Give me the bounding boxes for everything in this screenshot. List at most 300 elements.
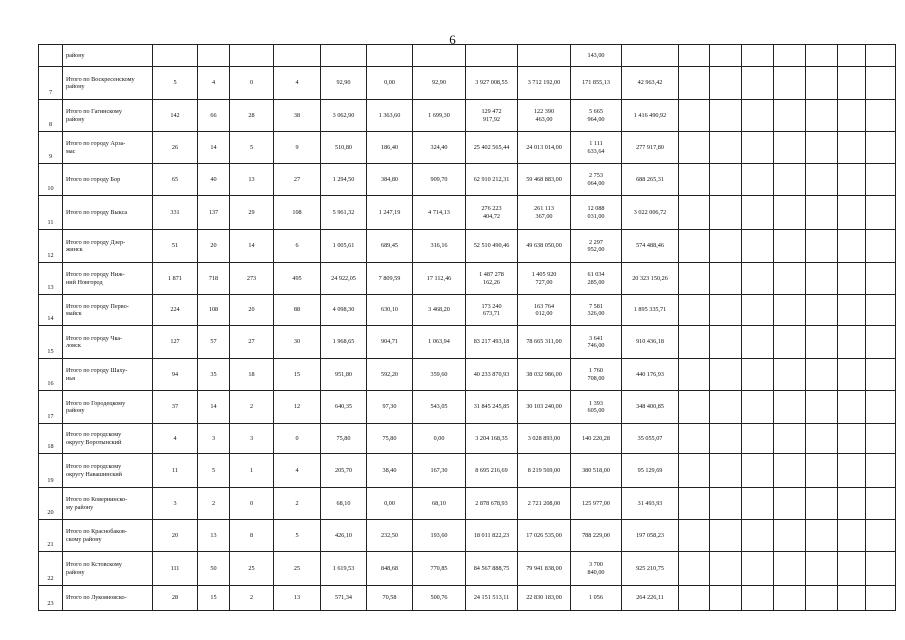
empty-cell [679,263,710,295]
value-cell-c7: 68,10 [413,488,466,520]
value-cell-c5: 68,10 [321,488,367,520]
value-cell-c4: 25 [274,552,321,586]
district-name-cell: Итого по Лукояновско- [63,586,153,611]
value-cell-c4: 9 [274,132,321,164]
district-name-cell: Итого по городу Чка- ловск [63,326,153,359]
value-cell-c6: 904,71 [367,326,413,359]
value-cell-c7: 3 468,20 [413,295,466,326]
value-cell-c5: 1 619,53 [321,552,367,586]
table-row [39,552,896,586]
value-cell-c6: 0,00 [367,488,413,520]
value-cell-c11: 688 265,31 [622,164,679,196]
empty-cell [774,295,806,326]
empty-cell [774,586,806,611]
district-name-cell: Итого по Городецкому району [63,391,153,424]
empty-cell [710,196,742,230]
value-cell-c6: 70,58 [367,586,413,611]
value-cell-c4: 12 [274,391,321,424]
value-cell-c8 [466,45,518,67]
value-cell-c11: 1 895 335,71 [622,295,679,326]
value-cell-c7: 17 112,46 [413,263,466,295]
value-cell-c5: 3 062,90 [321,100,367,132]
value-cell-c2: 57 [198,326,230,359]
value-cell-c4 [274,45,321,67]
empty-cell [679,326,710,359]
empty-cell [866,263,896,295]
empty-cell [866,132,896,164]
value-cell-c7: 167,30 [413,454,466,488]
empty-cell [774,100,806,132]
value-cell-c1: 65 [153,164,198,196]
value-cell-c5: 1 294,50 [321,164,367,196]
empty-cell [774,520,806,552]
empty-cell [866,552,896,586]
value-cell-c6 [367,45,413,67]
empty-cell [774,45,806,67]
empty-cell [742,391,774,424]
value-cell-c2: 35 [198,359,230,391]
empty-cell [679,424,710,454]
value-cell-c10: 5 665 964,00 [571,100,622,132]
value-cell-c6: 97,30 [367,391,413,424]
value-cell-c1: 111 [153,552,198,586]
empty-cell [806,520,838,552]
table-row [39,488,896,520]
value-cell-c9: 24 013 014,00 [518,132,571,164]
value-cell-c8: 84 567 888,75 [466,552,518,586]
value-cell-c8: 83 217 493,18 [466,326,518,359]
value-cell-c10: 1 393 605,00 [571,391,622,424]
value-cell-c5: 4 098,30 [321,295,367,326]
empty-cell [679,520,710,552]
value-cell-c10: 2 297 952,00 [571,230,622,263]
value-cell-c11: 3 022 006,72 [622,196,679,230]
empty-cell [866,164,896,196]
value-cell-c11: 42 963,42 [622,67,679,100]
empty-cell [806,424,838,454]
page-number: 6 [449,32,456,47]
value-cell-c9: 49 638 050,00 [518,230,571,263]
value-cell-c3: 13 [230,164,274,196]
empty-cell [742,230,774,263]
empty-cell [742,295,774,326]
value-cell-c10: 3 641 746,00 [571,326,622,359]
value-cell-c4: 6 [274,230,321,263]
value-cell-c8: 1 487 278 162,26 [466,263,518,295]
empty-cell [710,326,742,359]
district-name-cell: Итого по городу Бор [63,164,153,196]
value-cell-c5 [321,45,367,67]
value-cell-c9 [518,45,571,67]
value-cell-c8: 40 233 870,93 [466,359,518,391]
empty-cell [742,520,774,552]
value-cell-c5: 92,90 [321,67,367,100]
row-number-cell [39,45,63,67]
value-cell-c4: 27 [274,164,321,196]
empty-cell [838,196,866,230]
empty-cell [679,454,710,488]
table-row [39,132,896,164]
value-cell-c7: 4 714,13 [413,196,466,230]
value-cell-c10: 7 581 326,00 [571,295,622,326]
value-cell-c11: 1 416 490,92 [622,100,679,132]
value-cell-c5: 640,35 [321,391,367,424]
value-cell-c9: 79 941 838,00 [518,552,571,586]
value-cell-c6: 38,40 [367,454,413,488]
value-cell-c8: 24 151 513,11 [466,586,518,611]
table-row [39,326,896,359]
empty-cell [710,230,742,263]
value-cell-c10: 3 700 840,00 [571,552,622,586]
empty-cell [838,391,866,424]
value-cell-c10: 2 753 064,00 [571,164,622,196]
empty-cell [710,586,742,611]
table-row [39,196,896,230]
value-cell-c8: 2 878 678,93 [466,488,518,520]
empty-cell [742,552,774,586]
empty-cell [838,164,866,196]
value-cell-c6: 0,00 [367,67,413,100]
value-cell-c3: 0 [230,67,274,100]
empty-cell [774,67,806,100]
value-cell-c10: 12 088 031,00 [571,196,622,230]
value-cell-c4: 5 [274,520,321,552]
row-number-cell: 23 [39,586,63,611]
row-number-cell: 21 [39,520,63,552]
value-cell-c8: 3 204 168,35 [466,424,518,454]
value-cell-c4: 13 [274,586,321,611]
value-cell-c4: 2 [274,488,321,520]
empty-cell [710,164,742,196]
value-cell-c10: 125 977,00 [571,488,622,520]
table-row [39,67,896,100]
value-cell-c11: 264 226,11 [622,586,679,611]
value-cell-c1: 142 [153,100,198,132]
value-cell-c6: 186,40 [367,132,413,164]
value-cell-c1 [153,45,198,67]
value-cell-c9: 2 721 208,00 [518,488,571,520]
row-number-cell: 22 [39,552,63,586]
district-name-cell: Итого по городу Перво- майск [63,295,153,326]
empty-cell [710,424,742,454]
value-cell-c5: 426,10 [321,520,367,552]
value-cell-c3: 1 [230,454,274,488]
empty-cell [710,454,742,488]
empty-cell [679,488,710,520]
value-cell-c1: 26 [153,132,198,164]
value-cell-c11: 31 493,93 [622,488,679,520]
table-row [39,424,896,454]
value-cell-c9: 8 219 569,00 [518,454,571,488]
district-name-cell: Итого по городскому округу Навашинский [63,454,153,488]
empty-cell [710,488,742,520]
empty-cell [679,100,710,132]
empty-cell [679,552,710,586]
table-row [39,100,896,132]
value-cell-c6: 384,80 [367,164,413,196]
empty-cell [866,391,896,424]
value-cell-c7: 359,60 [413,359,466,391]
value-cell-c10: 1 111 633,64 [571,132,622,164]
empty-cell [679,67,710,100]
district-name-cell: Итого по Краснобаков- скому району [63,520,153,552]
value-cell-c1: 127 [153,326,198,359]
value-cell-c7: 324,40 [413,132,466,164]
empty-cell [838,132,866,164]
row-number-cell: 12 [39,230,63,263]
value-cell-c7: 909,70 [413,164,466,196]
value-cell-c9: 38 032 986,00 [518,359,571,391]
value-cell-c3: 29 [230,196,274,230]
value-cell-c9: 3 028 893,00 [518,424,571,454]
value-cell-c11: 440 176,93 [622,359,679,391]
district-name-cell: району [63,45,153,67]
empty-cell [710,552,742,586]
value-cell-c10: 1 760 708,00 [571,359,622,391]
empty-cell [710,100,742,132]
empty-cell [838,326,866,359]
value-cell-c1: 4 [153,424,198,454]
district-name-cell: Итого по городу Шаху- нья [63,359,153,391]
empty-cell [679,391,710,424]
value-cell-c2: 108 [198,295,230,326]
empty-cell [866,230,896,263]
row-number-cell: 15 [39,326,63,359]
register-table [38,44,896,611]
value-cell-c4: 15 [274,359,321,391]
empty-cell [742,164,774,196]
value-cell-c5: 1 005,61 [321,230,367,263]
value-cell-c9: 3 712 192,00 [518,67,571,100]
value-cell-c1: 1 871 [153,263,198,295]
value-cell-c3: 273 [230,263,274,295]
value-cell-c11: 925 210,75 [622,552,679,586]
value-cell-c11: 348 400,85 [622,391,679,424]
value-cell-c4: 0 [274,424,321,454]
value-cell-c9: 22 830 183,00 [518,586,571,611]
empty-cell [806,488,838,520]
value-cell-c10: 140 220,28 [571,424,622,454]
value-cell-c5: 205,70 [321,454,367,488]
empty-cell [710,295,742,326]
table-row [39,454,896,488]
empty-cell [806,100,838,132]
value-cell-c9: 30 103 240,00 [518,391,571,424]
value-cell-c3: 27 [230,326,274,359]
value-cell-c7: 0,00 [413,424,466,454]
value-cell-c7: 543,05 [413,391,466,424]
empty-cell [838,586,866,611]
value-cell-c2: 13 [198,520,230,552]
value-cell-c7: 316,16 [413,230,466,263]
empty-cell [806,132,838,164]
empty-cell [742,359,774,391]
value-cell-c10: 61 034 285,00 [571,263,622,295]
empty-cell [710,132,742,164]
empty-cell [774,552,806,586]
value-cell-c2: 4 [198,67,230,100]
value-cell-c10: 788 229,00 [571,520,622,552]
value-cell-c1: 11 [153,454,198,488]
row-number-cell: 16 [39,359,63,391]
value-cell-c8: 62 910 212,31 [466,164,518,196]
value-cell-c10: 1 056 [571,586,622,611]
empty-cell [774,454,806,488]
district-name-cell: Итого по городскому округу Воротынский [63,424,153,454]
value-cell-c9: 59 468 883,00 [518,164,571,196]
value-cell-c4: 30 [274,326,321,359]
value-cell-c10: 171 855,13 [571,67,622,100]
value-cell-c1: 20 [153,520,198,552]
value-cell-c5: 24 922,05 [321,263,367,295]
value-cell-c7: 1 699,30 [413,100,466,132]
value-cell-c1: 5 [153,67,198,100]
value-cell-c11: 95 129,69 [622,454,679,488]
empty-cell [679,586,710,611]
value-cell-c3: 5 [230,132,274,164]
empty-cell [866,359,896,391]
value-cell-c8: 3 927 008,55 [466,67,518,100]
empty-cell [774,391,806,424]
value-cell-c7: 770,85 [413,552,466,586]
value-cell-c1: 37 [153,391,198,424]
value-cell-c11: 35 055,07 [622,424,679,454]
empty-cell [742,263,774,295]
empty-cell [679,230,710,263]
value-cell-c1: 51 [153,230,198,263]
value-cell-c2 [198,45,230,67]
empty-cell [806,196,838,230]
empty-cell [679,295,710,326]
value-cell-c6: 75,80 [367,424,413,454]
district-name-cell: Итого по Кстовскому району [63,552,153,586]
value-cell-c3 [230,45,274,67]
table-row [39,45,896,67]
value-cell-c8: 276 223 404,72 [466,196,518,230]
value-cell-c1: 331 [153,196,198,230]
empty-cell [806,586,838,611]
empty-cell [866,488,896,520]
value-cell-c5: 75,80 [321,424,367,454]
empty-cell [774,488,806,520]
table-row [39,359,896,391]
empty-cell [774,196,806,230]
empty-cell [774,263,806,295]
table-row [39,164,896,196]
value-cell-c2: 5 [198,454,230,488]
value-cell-c8: 31 845 245,85 [466,391,518,424]
value-cell-c4: 495 [274,263,321,295]
value-cell-c8: 52 510 490,46 [466,230,518,263]
empty-cell [838,454,866,488]
value-cell-c8: 8 695 216,69 [466,454,518,488]
empty-cell [806,67,838,100]
empty-cell [866,100,896,132]
value-cell-c3: 25 [230,552,274,586]
value-cell-c6: 689,45 [367,230,413,263]
value-cell-c4: 88 [274,295,321,326]
value-cell-c9: 1 405 920 727,00 [518,263,571,295]
value-cell-c8: 18 011 822,23 [466,520,518,552]
value-cell-c1: 28 [153,586,198,611]
value-cell-c6: 630,10 [367,295,413,326]
empty-cell [774,326,806,359]
row-number-cell: 20 [39,488,63,520]
value-cell-c4: 108 [274,196,321,230]
empty-cell [679,196,710,230]
empty-cell [742,586,774,611]
value-cell-c4: 4 [274,454,321,488]
empty-cell [866,326,896,359]
value-cell-c3: 8 [230,520,274,552]
value-cell-c5: 571,34 [321,586,367,611]
empty-cell [838,67,866,100]
value-cell-c5: 510,80 [321,132,367,164]
empty-cell [866,424,896,454]
value-cell-c2: 718 [198,263,230,295]
empty-cell [806,454,838,488]
row-number-cell: 14 [39,295,63,326]
district-name-cell: Итого по Ковернинско- му району [63,488,153,520]
empty-cell [710,45,742,67]
empty-cell [679,164,710,196]
value-cell-c2: 66 [198,100,230,132]
value-cell-c5: 1 968,65 [321,326,367,359]
value-cell-c2: 15 [198,586,230,611]
empty-cell [774,132,806,164]
empty-cell [866,67,896,100]
value-cell-c9: 78 665 311,00 [518,326,571,359]
value-cell-c3: 28 [230,100,274,132]
empty-cell [710,391,742,424]
row-number-cell: 18 [39,424,63,454]
empty-cell [742,454,774,488]
empty-cell [742,45,774,67]
empty-cell [742,326,774,359]
empty-cell [679,359,710,391]
value-cell-c2: 50 [198,552,230,586]
empty-cell [838,295,866,326]
row-number-cell: 9 [39,132,63,164]
empty-cell [838,488,866,520]
value-cell-c1: 94 [153,359,198,391]
value-cell-c8: 25 402 565,44 [466,132,518,164]
district-name-cell: Итого по городу Ниж- ний Новгород [63,263,153,295]
value-cell-c10: 143,00 [571,45,622,67]
empty-cell [838,359,866,391]
value-cell-c7 [413,45,466,67]
value-cell-c10: 380 518,00 [571,454,622,488]
district-name-cell: Итого по городу Дзер- жинск [63,230,153,263]
empty-cell [806,263,838,295]
row-number-cell: 13 [39,263,63,295]
table-row [39,586,896,611]
value-cell-c6: 848,68 [367,552,413,586]
value-cell-c11: 910 436,18 [622,326,679,359]
empty-cell [710,520,742,552]
value-cell-c11: 277 917,80 [622,132,679,164]
empty-cell [866,520,896,552]
value-cell-c7: 193,60 [413,520,466,552]
row-number-cell: 19 [39,454,63,488]
value-cell-c8: 173 240 673,71 [466,295,518,326]
table-row [39,520,896,552]
value-cell-c11: 197 058,23 [622,520,679,552]
value-cell-c2: 2 [198,488,230,520]
empty-cell [710,67,742,100]
value-cell-c6: 592,20 [367,359,413,391]
row-number-cell: 7 [39,67,63,100]
